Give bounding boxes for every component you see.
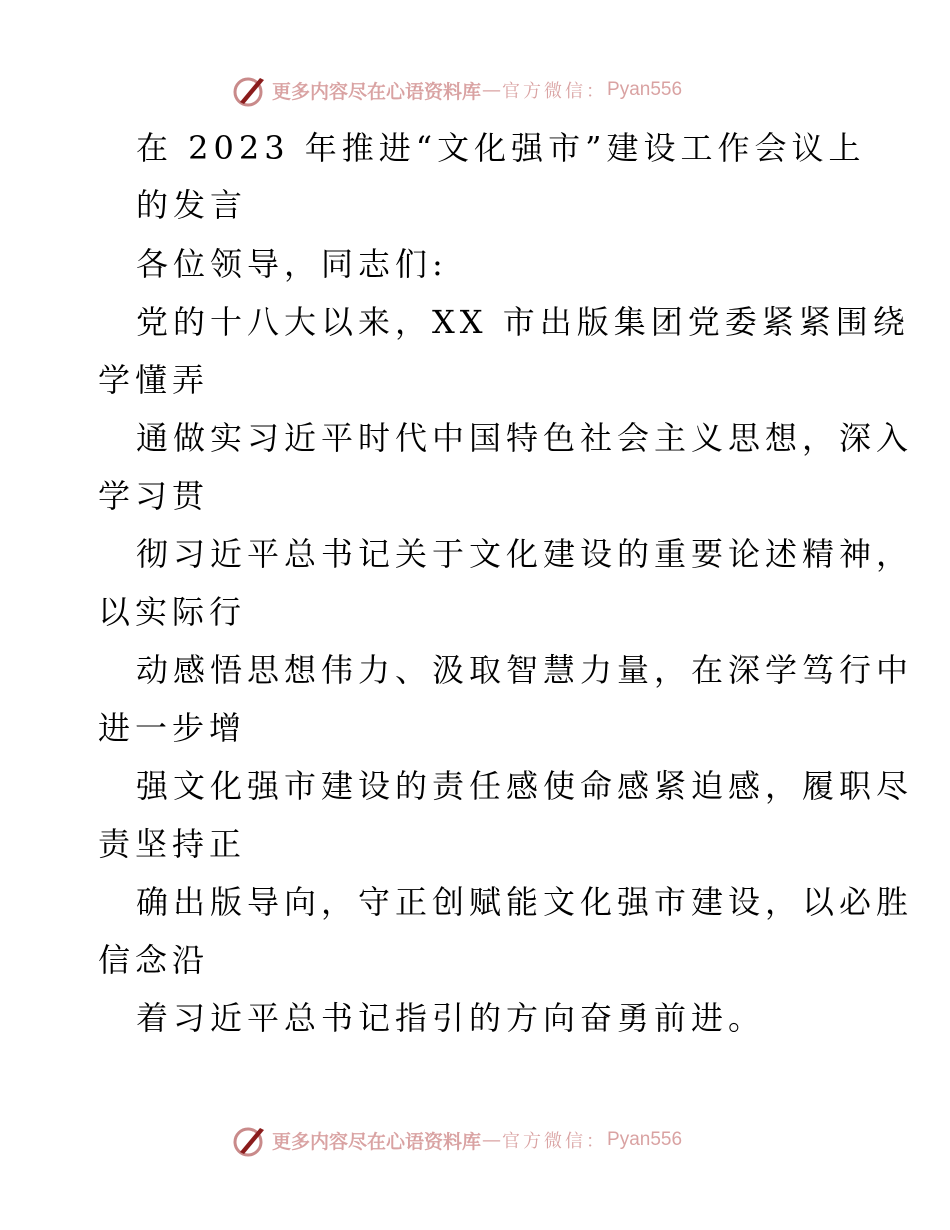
watermark-main-text: 更多内容尽在心语资料库 bbox=[272, 80, 482, 103]
watermark-footer bbox=[232, 1122, 682, 1158]
watermark-sub-text: 官方微信： bbox=[502, 1131, 608, 1152]
watermark-header bbox=[232, 72, 682, 108]
body-line: 学懂弄 bbox=[98, 361, 210, 399]
body-line: 强文化强市建设的责任感使命感紧迫感，履职尽 bbox=[136, 767, 914, 805]
watermark-sub-text: 官方微信： bbox=[502, 81, 608, 102]
watermark-wechat-id: Pyan556 bbox=[607, 79, 683, 100]
body-line: 动感悟思想伟力、汲取智慧力量，在深学笃行中 bbox=[136, 651, 914, 689]
body-line: 责坚持正 bbox=[98, 825, 247, 863]
body-line: 学习贯 bbox=[98, 477, 210, 515]
body-line: 着习近平总书记指引的方向奋勇前进。 bbox=[136, 999, 766, 1037]
document-title-line-1: 在 2023 年推进“文化强市”建设工作会议上 bbox=[136, 129, 866, 167]
watermark-wechat-id: Pyan556 bbox=[607, 1129, 683, 1150]
salutation: 各位领导，同志们: bbox=[136, 245, 448, 283]
body-line: 信念沿 bbox=[98, 941, 210, 979]
body-line: 通做实习近平时代中国特色社会主义思想，深入 bbox=[136, 419, 914, 457]
body-line: 确出版导向，守正创赋能文化强市建设，以必胜 bbox=[136, 883, 914, 921]
document-title-line-2: 的发言 bbox=[136, 186, 248, 224]
watermark-dash: — bbox=[482, 79, 502, 101]
body-line: 以实际行 bbox=[98, 593, 247, 631]
body-line: 进一步增 bbox=[98, 709, 247, 747]
body-line: 彻习近平总书记关于文化建设的重要论述精神， bbox=[136, 535, 914, 573]
quill-pen-logo-icon bbox=[232, 1122, 268, 1158]
watermark-dash: — bbox=[482, 1129, 502, 1151]
quill-pen-logo-icon bbox=[232, 72, 268, 108]
body-line: 党的十八大以来，XX 市出版集团党委紧紧围绕 bbox=[136, 303, 910, 341]
watermark-main-text: 更多内容尽在心语资料库 bbox=[272, 1130, 482, 1153]
